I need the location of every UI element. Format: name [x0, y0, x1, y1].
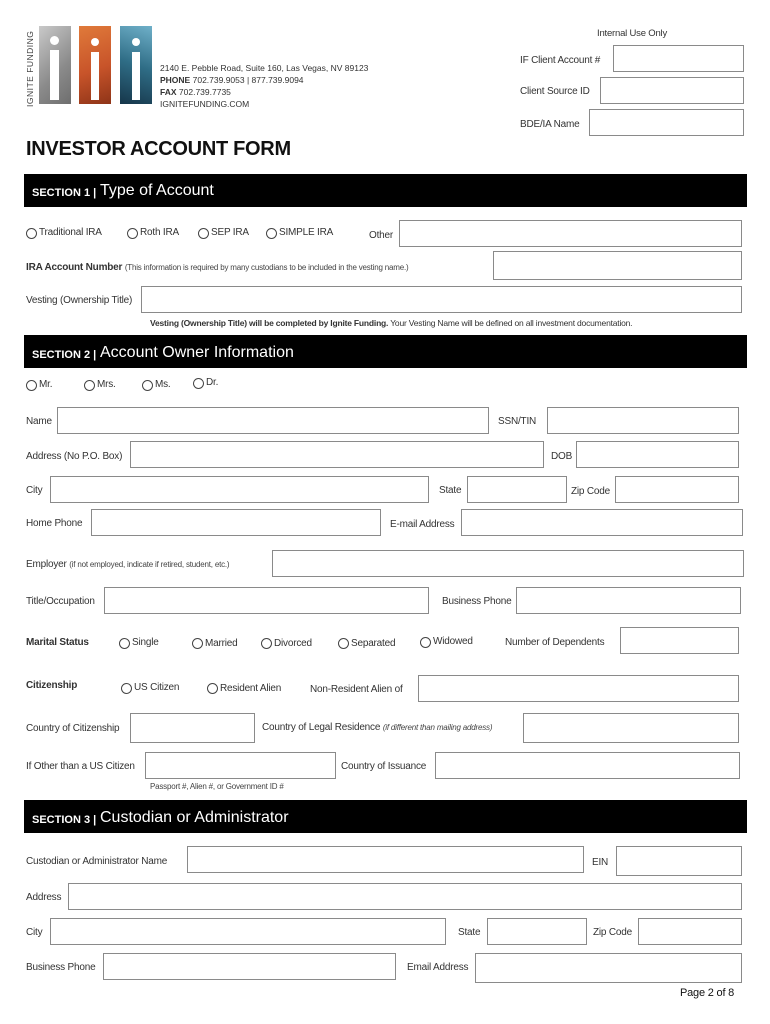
other-field[interactable] — [399, 220, 742, 247]
custodian-business-phone-field[interactable] — [103, 953, 396, 980]
custodian-name-label: Custodian or Administrator Name — [26, 856, 168, 867]
phone-label: PHONE — [160, 75, 191, 85]
ssn-field[interactable] — [547, 407, 739, 434]
ira-account-number-field[interactable] — [493, 251, 742, 280]
mrs-radio[interactable] — [84, 380, 95, 391]
fax-value: 702.739.7735 — [178, 87, 231, 97]
vertical-brand-label: IGNITE FUNDING — [25, 30, 35, 107]
logo-panel-gray — [39, 26, 71, 104]
vesting-note — [150, 318, 632, 328]
company-address-block — [160, 62, 368, 110]
ms-radio[interactable] — [142, 380, 153, 391]
traditional-ira-radio[interactable] — [26, 228, 37, 239]
other-label: Other — [369, 230, 394, 241]
logo-panel-orange — [79, 26, 111, 104]
us-citizen-label: US Citizen — [134, 682, 180, 693]
phone-value: 702.739.9053 | 877.739.9094 — [192, 75, 304, 85]
section2-prefix: SECTION 2 | — [32, 349, 97, 361]
employer-label — [26, 559, 229, 570]
mr-radio[interactable] — [26, 380, 37, 391]
country-residence-title: Country of Legal Residence — [262, 722, 381, 733]
country-issuance-label: Country of Issuance — [341, 761, 427, 772]
if-client-account-field[interactable] — [613, 45, 744, 72]
logo-panel-teal — [120, 26, 152, 104]
custodian-state-label: State — [458, 927, 481, 938]
non-resident-field[interactable] — [418, 675, 739, 702]
fax-label: FAX — [160, 87, 177, 97]
dr-radio[interactable] — [193, 378, 204, 389]
separated-radio[interactable] — [338, 638, 349, 649]
section1-prefix: SECTION 1 | — [32, 187, 97, 199]
custodian-business-phone-label: Business Phone — [26, 962, 96, 973]
custodian-zip-label: Zip Code — [593, 927, 632, 938]
custodian-address-field[interactable] — [68, 883, 742, 910]
form-title: INVESTOR ACCOUNT FORM — [26, 138, 291, 160]
simple-ira-radio[interactable] — [266, 228, 277, 239]
dob-label: DOB — [551, 451, 573, 462]
non-resident-label: Non-Resident Alien of — [310, 684, 403, 695]
section3-header — [24, 800, 747, 833]
roth-ira-label: Roth IRA — [140, 227, 179, 238]
zip-field[interactable] — [615, 476, 739, 503]
custodian-address-label: Address — [26, 892, 62, 903]
other-than-us-label: If Other than a US Citizen — [26, 761, 135, 772]
custodian-city-label: City — [26, 927, 43, 938]
passport-note: Passport #, Alien #, or Government ID # — [150, 782, 284, 791]
custodian-city-field[interactable] — [50, 918, 446, 945]
bde-ia-name-label: BDE/IA Name — [520, 119, 580, 130]
email-label: E-mail Address — [390, 519, 455, 530]
marital-status-label: Marital Status — [26, 637, 89, 648]
name-field[interactable] — [57, 407, 489, 434]
zip-label: Zip Code — [571, 486, 610, 497]
single-label: Single — [132, 637, 159, 648]
custodian-zip-field[interactable] — [638, 918, 742, 945]
vesting-note-bold: Vesting (Ownership Title) will be completed by Ignite Funding. — [150, 318, 389, 328]
vesting-note-text: Your Vesting Name will be defined on all investment documentation. — [390, 318, 633, 328]
state-label: State — [439, 485, 462, 496]
vesting-label: Vesting (Ownership Title) — [26, 295, 133, 306]
sep-ira-label: SEP IRA — [211, 227, 249, 238]
page-number: Page 2 of 8 — [680, 987, 735, 999]
title-occupation-label: Title/Occupation — [26, 596, 95, 607]
address-label: Address (No P.O. Box) — [26, 451, 123, 462]
dependents-label: Number of Dependents — [505, 637, 605, 648]
married-radio[interactable] — [192, 638, 203, 649]
vertical-brand-text — [24, 24, 36, 109]
internal-use-label: Internal Use Only — [597, 28, 667, 39]
simple-ira-label: SIMPLE IRA — [279, 227, 334, 238]
custodian-email-label: Email Address — [407, 962, 469, 973]
client-source-id-label: Client Source ID — [520, 86, 590, 97]
mr-label: Mr. — [39, 379, 53, 390]
section2-header — [24, 335, 747, 368]
citizenship-label: Citizenship — [26, 680, 78, 691]
custodian-state-field[interactable] — [487, 918, 587, 945]
custodian-email-field[interactable] — [475, 953, 742, 983]
ein-label: EIN — [592, 857, 609, 868]
mrs-label: Mrs. — [97, 379, 116, 390]
vesting-field[interactable] — [141, 286, 742, 313]
widowed-radio[interactable] — [420, 637, 431, 648]
city-label: City — [26, 485, 43, 496]
custodian-name-field[interactable] — [187, 846, 584, 873]
divorced-label: Divorced — [274, 638, 312, 649]
company-logo — [24, 24, 159, 109]
employer-note: (if not employed, indicate if retired, student, etc.) — [69, 560, 230, 569]
ms-label: Ms. — [155, 379, 171, 390]
ira-account-number-title: IRA Account Number — [26, 262, 123, 273]
business-phone-label: Business Phone — [442, 596, 512, 607]
address-line: 2140 E. Pebble Road, Suite 160, Las Vegas, NV 89123 — [160, 63, 369, 73]
home-phone-field[interactable] — [91, 509, 381, 536]
section1-title: Type of Account — [100, 182, 214, 199]
us-citizen-radio[interactable] — [121, 683, 132, 694]
name-label: Name — [26, 416, 52, 427]
country-residence-label — [262, 722, 492, 733]
sep-ira-radio[interactable] — [198, 228, 209, 239]
country-citizenship-field[interactable] — [130, 713, 255, 743]
ssn-label: SSN/TIN — [498, 416, 537, 427]
ira-account-note: (This information is required by many custodians to be included in the vesting name.) — [124, 263, 409, 272]
city-field[interactable] — [50, 476, 429, 503]
section2-title: Account Owner Information — [100, 344, 294, 361]
country-residence-field[interactable] — [523, 713, 739, 743]
resident-alien-label: Resident Alien — [220, 683, 282, 694]
widowed-label: Widowed — [433, 636, 473, 647]
section3-title: Custodian or Administrator — [100, 809, 289, 826]
section3-prefix: SECTION 3 | — [32, 814, 97, 826]
title-occupation-field[interactable] — [104, 587, 429, 614]
resident-alien-radio[interactable] — [207, 683, 218, 694]
client-source-id-field[interactable] — [600, 77, 744, 104]
separated-label: Separated — [351, 638, 396, 649]
address-field[interactable] — [130, 441, 544, 468]
website: IGNITEFUNDING.COM — [160, 99, 250, 109]
passport-field[interactable] — [145, 752, 336, 779]
single-radio[interactable] — [119, 638, 130, 649]
email-field[interactable] — [461, 509, 743, 536]
employer-field[interactable] — [272, 550, 744, 577]
employer-title: Employer — [26, 559, 67, 570]
dob-field[interactable] — [576, 441, 739, 468]
ein-field[interactable] — [616, 846, 742, 876]
state-field[interactable] — [467, 476, 567, 503]
country-issuance-field[interactable] — [435, 752, 740, 779]
residence-note: (if different than mailing address) — [382, 723, 493, 732]
married-label: Married — [205, 638, 238, 649]
dr-label: Dr. — [206, 377, 219, 388]
if-client-account-label: IF Client Account # — [520, 55, 601, 66]
section1-header — [24, 174, 747, 207]
bde-ia-name-field[interactable] — [589, 109, 744, 136]
divorced-radio[interactable] — [261, 638, 272, 649]
country-citizenship-label: Country of Citizenship — [26, 723, 120, 734]
business-phone-field[interactable] — [516, 587, 741, 614]
home-phone-label: Home Phone — [26, 518, 83, 529]
ira-account-number-label — [26, 262, 408, 273]
traditional-ira-label: Traditional IRA — [39, 227, 102, 238]
dependents-field[interactable] — [620, 627, 739, 654]
roth-ira-radio[interactable] — [127, 228, 138, 239]
